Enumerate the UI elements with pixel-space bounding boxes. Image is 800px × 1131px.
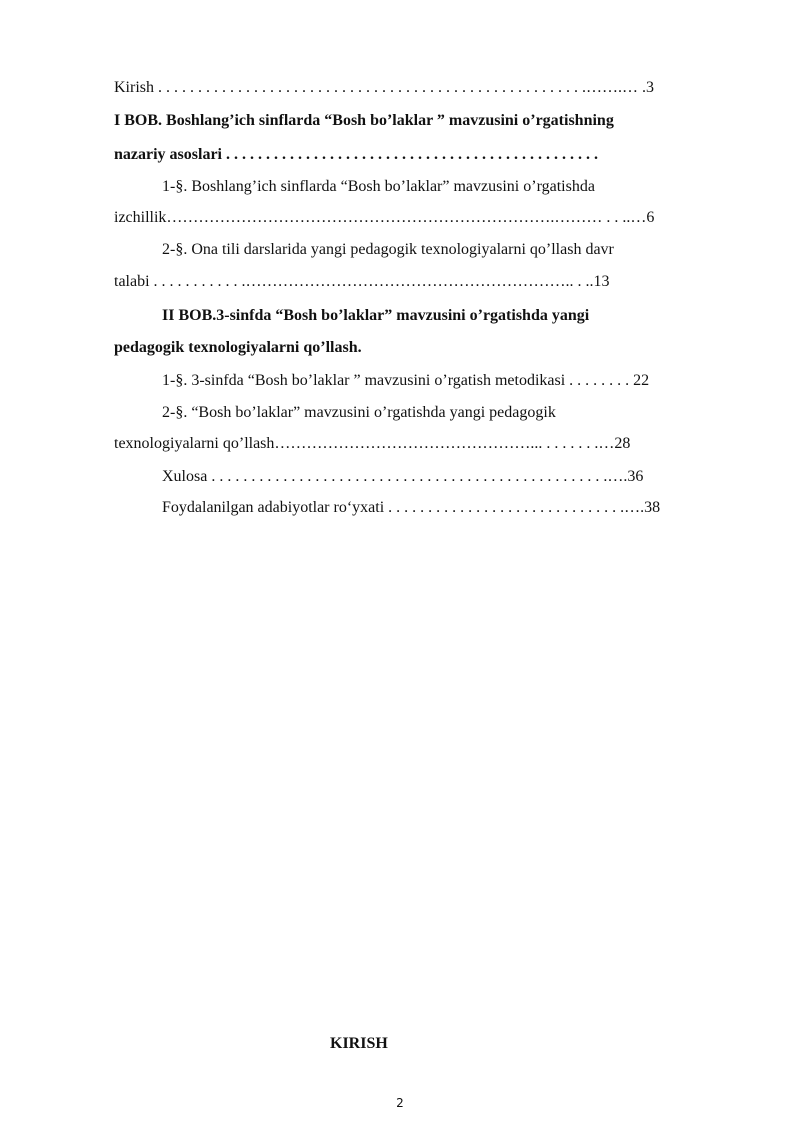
toc-chapter1-title-line2-text: nazariy asoslari . . . . . . . . . . . . . . . . . . . . . . . . . . . . . . . . . . . . . . . . . . . . . . . [114, 146, 598, 163]
toc-section1-2-line2: talabi . . . . . . . . . . . .…………………………………………………….. . ..13 [114, 273, 610, 290]
page-number: 2 [396, 1096, 404, 1110]
toc-section1-1-line2: izchillik……………………………………………………………….……… . . ..…6 [114, 209, 655, 226]
toc-kirish: Kirish . . . . . . . . . . . . . . . . . . . . . . . . . . . . . . . . . . . . . . . . . . . . . . . . . . . . . .…….… .3 [114, 79, 654, 96]
toc-section2-2-line2: texnologiyalarni qo’llash…………………………………………... . . . . . . .…28 [114, 435, 631, 452]
section-heading: KIRISH [330, 1035, 388, 1052]
toc-section2-2-line1: 2-§. “Bosh bo’laklar” mavzusini o’rgatishda yangi pedagogik [162, 404, 556, 421]
toc-chapter2-title-line2: pedagogik texnologiyalarni qo’llash. [114, 339, 362, 356]
toc-adabiyotlar: Foydalanilgan adabiyotlar ro‘yxati . . . . . . . . . . . . . . . . . . . . . . . . . . . . . .….38 [162, 499, 661, 516]
toc-chapter1-title-line2 [114, 145, 598, 165]
toc-section2-1: 1-§. 3-sinfda “Bosh bo’laklar ” mavzusini o’rgatish metodikasi . . . . . . . . 22 [162, 372, 650, 389]
toc-section1-1-line1: 1-§. Boshlang’ich sinflarda “Bosh bo’laklar” mavzusini o’rgatishda [162, 178, 595, 195]
toc-xulosa: Xulosa . . . . . . . . . . . . . . . . . . . . . . . . . . . . . . . . . . . . . . . . . . . . . . . . . .….36 [162, 468, 644, 485]
toc-chapter2-title-line1: II BOB.3-sinfda “Bosh bo’laklar” mavzusini o’rgatishda yangi [162, 307, 590, 324]
toc-chapter1-title-line1: I BOB. Boshlang’ich sinflarda “Bosh bo’laklar ” mavzusini o’rgatishning [114, 112, 614, 129]
toc-section1-2-line1: 2-§. Ona tili darslarida yangi pedagogik texnologiyalarni qo’llash davr [162, 241, 614, 258]
